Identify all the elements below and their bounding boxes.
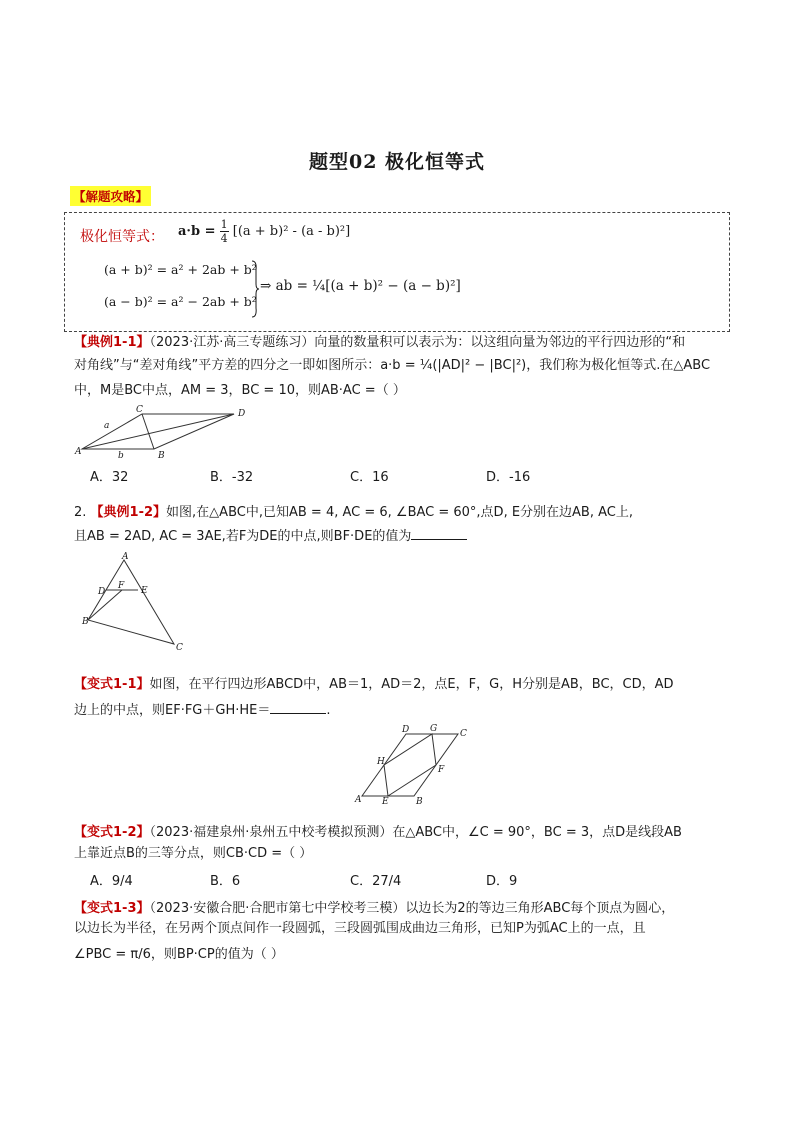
var1-label-E: E [382, 797, 389, 807]
ex1-line-3: 中，M是BC中点，AM = 3，BC = 10，则AB·AC =（ ） [74, 383, 406, 398]
var1-line-1 [74, 674, 794, 695]
var1-label: 【变式1-1】 [74, 677, 150, 692]
fraction-numerator: 1 [220, 218, 228, 231]
ex1-label-b: b [118, 451, 124, 461]
var2-option-c[interactable]: C．27/4 [350, 874, 402, 889]
var2-text-1: （2023·福建泉州·泉州五中校考模拟预测）在△ABC中，∠C = 90°，BC = 3，点D是线段AB [149, 825, 682, 840]
derivation-line-2: (a − b)² = a² − 2ab + b² [104, 294, 257, 309]
ex2-line-1 [74, 502, 794, 523]
var1-text-1: 如图，在平行四边形ABCD中，AB＝1，AD＝2，点E，F，G，H分别是AB，BC，CD，AD [149, 677, 674, 692]
ex1-label-a: a [104, 421, 110, 431]
formula-fraction [220, 218, 229, 245]
var2-options [0, 870, 794, 890]
method-label: 极化恒等式： [80, 229, 164, 245]
ex2-label: 【典例1-2】 [90, 505, 167, 520]
ex1-label-B: B [158, 451, 165, 461]
derivation [104, 256, 464, 322]
fraction-denominator: 4 [220, 232, 228, 245]
ex1-label-A: A [75, 447, 82, 457]
var1-label-A: A [355, 795, 362, 805]
ex1-parallelogram-figure [74, 404, 244, 460]
var1-label-G: G [430, 724, 438, 734]
section-tag: 【解题攻略】 [70, 186, 151, 206]
var3-text-1: （2023·安徽合肥·合肥市第七中学校考三模）以边长为2的等边三角形ABC每个顶点为圆心， [149, 901, 675, 916]
ex2-answer-blank[interactable] [411, 527, 467, 540]
var1-label-C: C [460, 729, 467, 739]
ex2-triangle-figure [80, 552, 190, 652]
var3-line-3: ∠PBC = π/6，则BP·CP的值为（ ） [74, 947, 284, 962]
ex2-label-B: B [82, 617, 89, 627]
formula-lhs: a·b = [178, 224, 216, 239]
var2-label: 【变式1-2】 [74, 825, 150, 840]
var2-option-d[interactable]: D．9 [486, 874, 518, 889]
formula-rhs: [(a + b)² - (a - b)²] [232, 224, 351, 239]
var1-text-2: 边上的中点，则EF·FG＋GH·HE＝ [74, 703, 271, 718]
var1-label-B: B [416, 797, 423, 807]
var1-label-D: D [402, 725, 410, 735]
method-formula [178, 218, 350, 245]
var2-line-1 [74, 822, 794, 843]
derivation-result: ⇒ ab = ¼[(a + b)² − (a − b)²] [260, 278, 461, 294]
ex1-option-b[interactable]: B．-32 [210, 470, 254, 485]
ex2-text-1: 如图,在△ABC中,已知AB = 4, AC = 6, ∠BAC = 60°,点D, E分别在边AB, AC上, [166, 505, 633, 520]
var1-line-2 [74, 700, 794, 721]
ex2-label-A: A [122, 552, 129, 562]
ex1-label: 【典例1-1】 [74, 335, 150, 350]
var3-label: 【变式1-3】 [74, 901, 150, 916]
var3-line-1 [74, 898, 794, 919]
var1-parallelogram-figure [352, 722, 472, 806]
ex2-line-2 [74, 526, 794, 547]
ex2-number: 2. [74, 505, 87, 520]
var1-label-H: H [377, 757, 385, 767]
ex1-label-C: C [136, 405, 143, 415]
var2-line-2: 上靠近点B的三等分点，则CB·CD =（ ） [74, 846, 313, 861]
ex1-label-D: D [238, 409, 246, 419]
ex1-option-d[interactable]: D．-16 [486, 470, 531, 485]
var2-option-a[interactable]: A．9/4 [90, 874, 133, 889]
var2-option-b[interactable]: B．6 [210, 874, 241, 889]
derivation-line-1: (a + b)² = a² + 2ab + b² [104, 262, 257, 277]
ex2-label-D: D [98, 587, 106, 597]
ex1-line-2: 对角线”与“差对角线”平方差的四分之一即如图所示：a·b = ¼(|AD|² − |BC|²)，我们称为极化恒等式.在△ABC [74, 358, 711, 373]
ex1-options [0, 466, 794, 486]
brace-icon [250, 260, 260, 318]
var1-answer-blank[interactable] [270, 701, 326, 714]
ex2-label-C: C [176, 643, 183, 653]
ex2-label-F: F [118, 581, 125, 591]
ex2-label-E: E [141, 586, 148, 596]
var1-label-F: F [438, 765, 445, 775]
ex1-option-c[interactable]: C．16 [350, 470, 389, 485]
var1-text-end: . [326, 703, 331, 718]
page-title: 题型02 极化恒等式 [308, 151, 486, 173]
var3-line-2: 以边长为半径，在另两个顶点间作一段圆弧，三段圆弧围成曲边三角形，已知P为弧AC上的一点，且 [74, 921, 646, 936]
ex1-line-1 [74, 332, 794, 353]
ex2-text-2: 且AB = 2AD, AC = 3AE,若F为DE的中点,则BF·DE的值为 [74, 529, 412, 544]
ex1-text-1: （2023·江苏·高三专题练习）向量的数量积可以表示为：以这组向量为邻边的平行四边形的“和 [149, 335, 686, 350]
ex1-option-a[interactable]: A．32 [90, 470, 129, 485]
